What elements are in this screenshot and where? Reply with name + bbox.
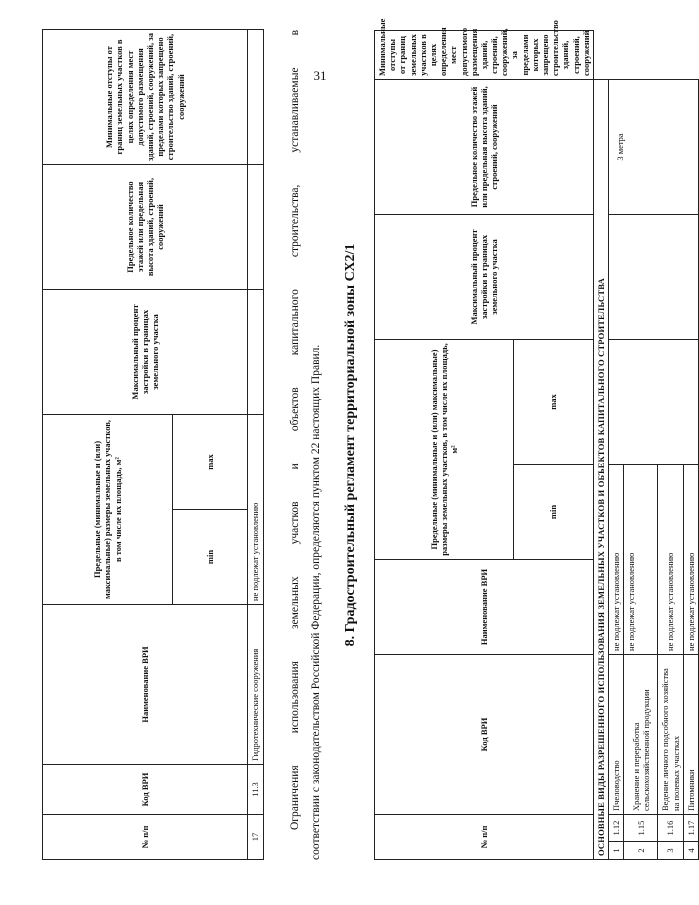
row-empty	[248, 30, 264, 165]
rotated-content	[42, 18, 696, 860]
row-num: 4	[683, 842, 698, 860]
section-heading: 8. Градостроительный регламент территориальной зоны СХ2/1	[343, 243, 358, 647]
header-num: № п/п	[43, 815, 248, 860]
header-min: min	[513, 464, 593, 559]
table-continuation	[42, 29, 264, 860]
setback-value: 3 метра	[609, 79, 699, 214]
row-num: 3	[658, 842, 683, 860]
header-setback: Минимальные отступы от границ земельных участков в целях определения мест допустимого размещения зданий, строений, сооружений, за пределами которых запрещено строительство зданий, строений, сооружений	[43, 30, 248, 165]
header-area: Предельные (минимальные и (или) максимальные) размеры земельных участков, в том числе их площадь, м²	[375, 339, 514, 559]
restrictions-paragraph	[285, 30, 327, 860]
row-name: Ведение личного подсобного хозяйства на полевых участках	[658, 654, 683, 814]
row-code: 1.12	[609, 814, 624, 841]
header-floors: Предельное количество этажей или предельная высота зданий, строений, сооружений	[375, 79, 594, 214]
header-setback: Минимальные отступы от границ земельных участков в целях определения мест допустимого размещения зданий, строений, сооружений, за пределами которых запрещено строительство зданий, строений, сооружений	[375, 31, 594, 80]
row-empty	[609, 339, 699, 464]
section-title: ОСНОВНЫЕ ВИДЫ РАЗРЕШЕННОГО ИСПОЛЬЗОВАНИЯ ЗЕМЕЛЬНЫХ УЧАСТКОВ И ОБЪЕКТОВ КАПИТАЛЬНОГО СТРОИТЕЛЬСТВА	[593, 79, 608, 859]
header-code: Код ВРИ	[43, 765, 248, 815]
row-name: Питомники	[683, 654, 698, 814]
row-code: 1.17	[683, 814, 698, 841]
paragraph-line-1: Ограничения использования земельных участков и объектов капитального строительства, устанавливаемые в	[289, 30, 301, 830]
table-row	[609, 31, 624, 860]
row-code: 11.3	[248, 765, 264, 815]
row-value: не подлежат установлению	[609, 464, 624, 654]
row-empty	[609, 214, 699, 339]
row-value: не подлежат установлению	[683, 464, 698, 654]
header-area: Предельные (минимальные и (или) максимальные) размеры земельных участков, в том числе их площадь, м²	[43, 415, 173, 605]
header-code: Код ВРИ	[375, 654, 594, 814]
header-max: max	[173, 415, 248, 510]
header-num: № п/п	[375, 814, 594, 859]
row-value: не подлежат установлению	[658, 464, 683, 654]
header-percent: Максимальный процент застройки в границах земельного участка	[375, 214, 594, 339]
header-name: Наименование ВРИ	[375, 559, 594, 654]
row-value: не подлежат установлению	[248, 415, 264, 605]
row-name: Гидротехнические сооружения	[248, 605, 264, 765]
row-num: 1	[609, 842, 624, 860]
header-percent: Максимальный процент застройки в границах земельного участка	[43, 290, 248, 415]
row-code: 1.15	[624, 814, 658, 841]
section-row	[593, 31, 608, 860]
table-row	[248, 30, 264, 860]
page-number: 31	[313, 68, 327, 83]
row-empty	[248, 165, 264, 290]
header-floors: Предельное количество этажей или предельная высота зданий, строений, сооружений	[43, 165, 248, 290]
row-code: 1.16	[658, 814, 683, 841]
row-empty	[248, 290, 264, 415]
row-name: Хранение и переработка сельскохозяйственной продукции	[624, 654, 658, 814]
row-name: Пчеловодство	[609, 654, 624, 814]
row-num: 17	[248, 815, 264, 860]
zone-regulation-table	[374, 18, 699, 860]
paragraph-line-2: соответствии с законодательством Российской Федерации, определяются пунктом 22 настоящих Правил.	[310, 344, 322, 860]
header-max: max	[513, 339, 593, 464]
header-name: Наименование ВРИ	[43, 605, 248, 765]
header-min: min	[173, 510, 248, 605]
row-value: не подлежат установлению	[624, 464, 658, 654]
row-num: 2	[624, 842, 658, 860]
